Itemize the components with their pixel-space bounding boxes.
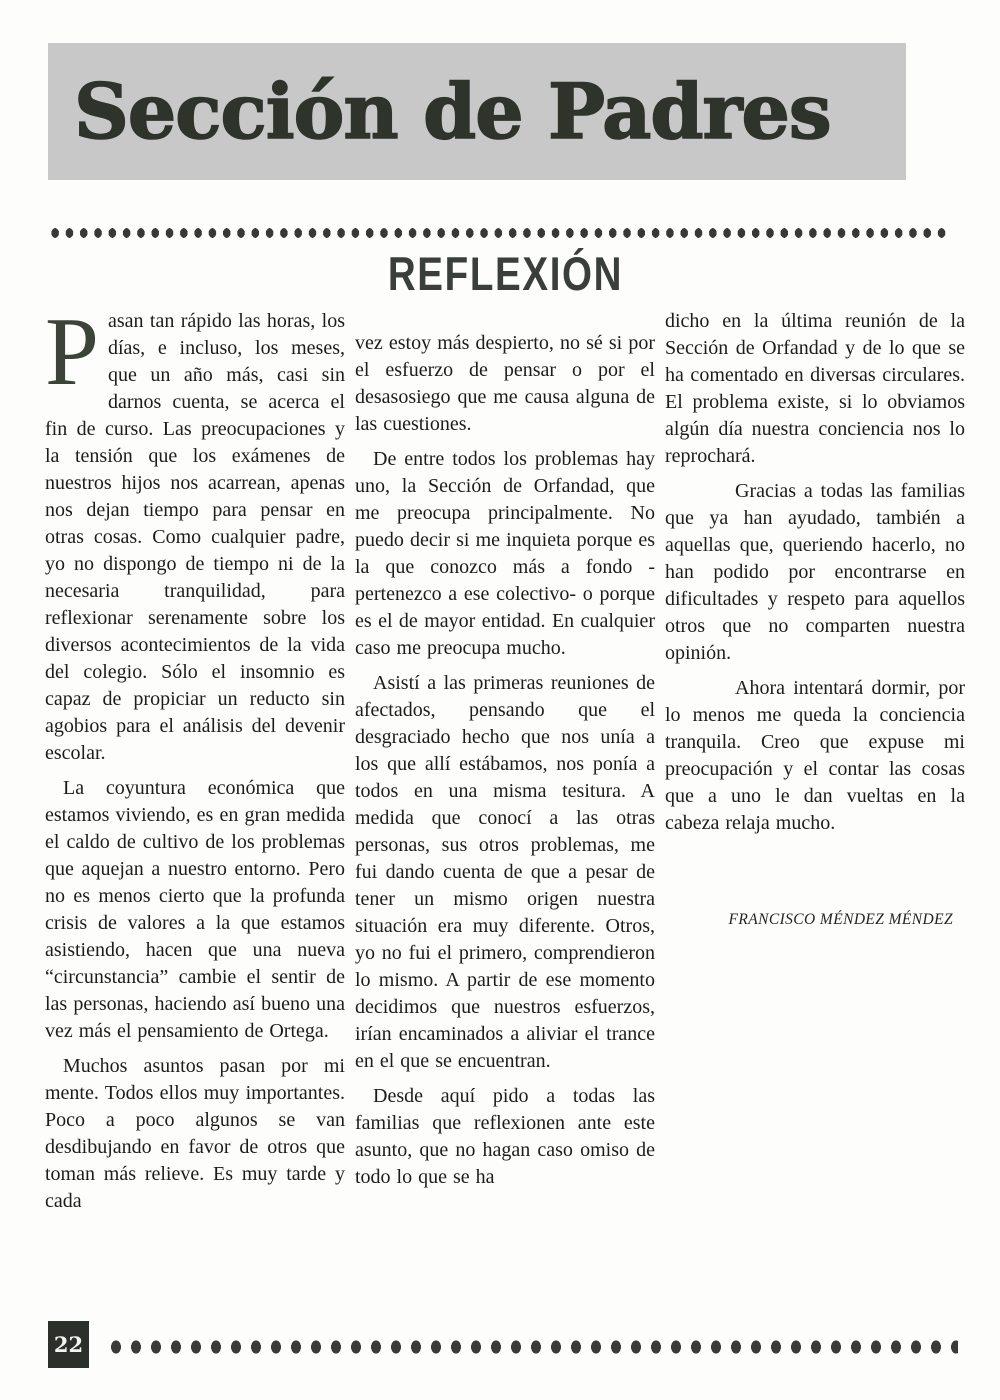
page-number-badge	[48, 1321, 89, 1368]
article-paragraph	[355, 670, 655, 1075]
article-title-wrap	[45, 246, 965, 301]
paragraph-text: Gracias a todas las familias que ya han ayudado, también a aquellas que, queriendo hacerlo, no han podido por encontrarse en dificultades y respeto para aquellos otros que no comparten nuestra opinión.	[665, 480, 965, 664]
article-paragraph	[355, 446, 655, 662]
banner-title: Sección de Padres	[74, 67, 831, 156]
column-3	[665, 308, 965, 1223]
dotted-separator-bottom	[106, 1339, 958, 1355]
paragraph-text: La coyuntura económica que estamos viviendo, es en gran medida el caldo de cultivo de los problemas que aquejan a nuestro entorno. Pero no es menos cierto que la profunda crisis de valores a la que estamos asistiendo, hacen que una nueva “circunstancia” cambie el sentir de las personas, haciendo así bueno una vez más el pensamiento de Ortega.	[45, 777, 345, 1042]
page-number: 22	[53, 1332, 84, 1357]
masthead-banner	[48, 43, 906, 180]
column-2	[355, 308, 655, 1223]
article-paragraph	[45, 1053, 345, 1215]
paragraph-text: De entre todos los problemas hay uno, la Sección de Orfandad, que me preocupa principalmente. No puedo decir si me inquieta porque es la que conozco más a fondo - pertenezco a ese colectivo- o porque es el de mayor entidad. En cualquier caso me preocupa mucho.	[355, 448, 655, 659]
paragraph-text: Ahora intentará dormir, por lo menos me queda la conciencia tranquila. Creo que expuse mi preocupación y el contar las cosas que a uno le dan vueltas en la cabeza relaja mucho.	[665, 677, 965, 834]
article-paragraph	[355, 330, 655, 438]
article-paragraph	[355, 1083, 655, 1191]
article-paragraph	[665, 675, 965, 837]
article-title: REFLEXIÓN	[387, 247, 623, 300]
paragraph-text: vez estoy más despierto, no sé si por el esfuerzo de pensar o por el desasosiego que me causa alguna de las cuestiones.	[355, 332, 655, 435]
paragraph-text: Asistí a las primeras reuniones de afectados, pensando que el desgraciado hecho que nos unía a los que allí estábamos, nos ponía a todos en una misma tesitura. A medida que conocí a las otras personas, sus otros problemas, me fui dando cuenta de que a pesar de tener un mismo origen nuestra situación era muy diferente. Otros, yo no fui el primero, comprendieron lo mismo. A partir de ese momento decidimos que nuestros esfuerzos, irían encaminados a aliviar el trance en el que se encuentran.	[355, 672, 655, 1072]
paragraph-text: asan tan rápido las horas, los días, e incluso, los meses, que un año más, casi sin darnos cuenta, se acerca el fin de curso. Las preocupaciones y la tensión que los exámenes de nuestros hijos nos acarrean, apenas nos dejan tiempo para pensar en otras cosas. Como cualquier padre, yo no dispongo de tiempo ni de la necesaria tranquilidad, para reflexionar serenamente sobre los diversos acontecimientos de la vida del colegio. Sólo el insomnio es capaz de propiciar un reducto sin agobios para el análisis del devenir escolar.	[45, 310, 345, 764]
column-1	[45, 298, 345, 1223]
drop-cap: P	[45, 298, 99, 405]
article-paragraph	[665, 308, 965, 470]
article-paragraph	[45, 775, 345, 1045]
article-body	[45, 298, 965, 1223]
author-signature: FRANCISCO MÉNDEZ MÉNDEZ	[728, 911, 953, 928]
paragraph-text: Muchos asuntos pasan por mi mente. Todos ellos muy importantes. Poco a poco algunos se van desdibujando en favor de otros que toman más relieve. Es muy tarde y cada	[45, 1055, 345, 1212]
dotted-separator-top	[48, 227, 952, 239]
paragraph-text: dicho en la última reunión de la Sección de Orfandad y de lo que se ha comentado en diversas circulares. El problema existe, si lo obviamos algún día nuestra conciencia nos lo reprochará.	[665, 310, 965, 467]
paragraph-text: Desde aquí pido a todas las familias que reflexionen ante este asunto, que no hagan caso omiso de todo lo que se ha	[355, 1085, 655, 1188]
article-paragraph	[45, 298, 345, 767]
article-paragraph	[665, 478, 965, 667]
